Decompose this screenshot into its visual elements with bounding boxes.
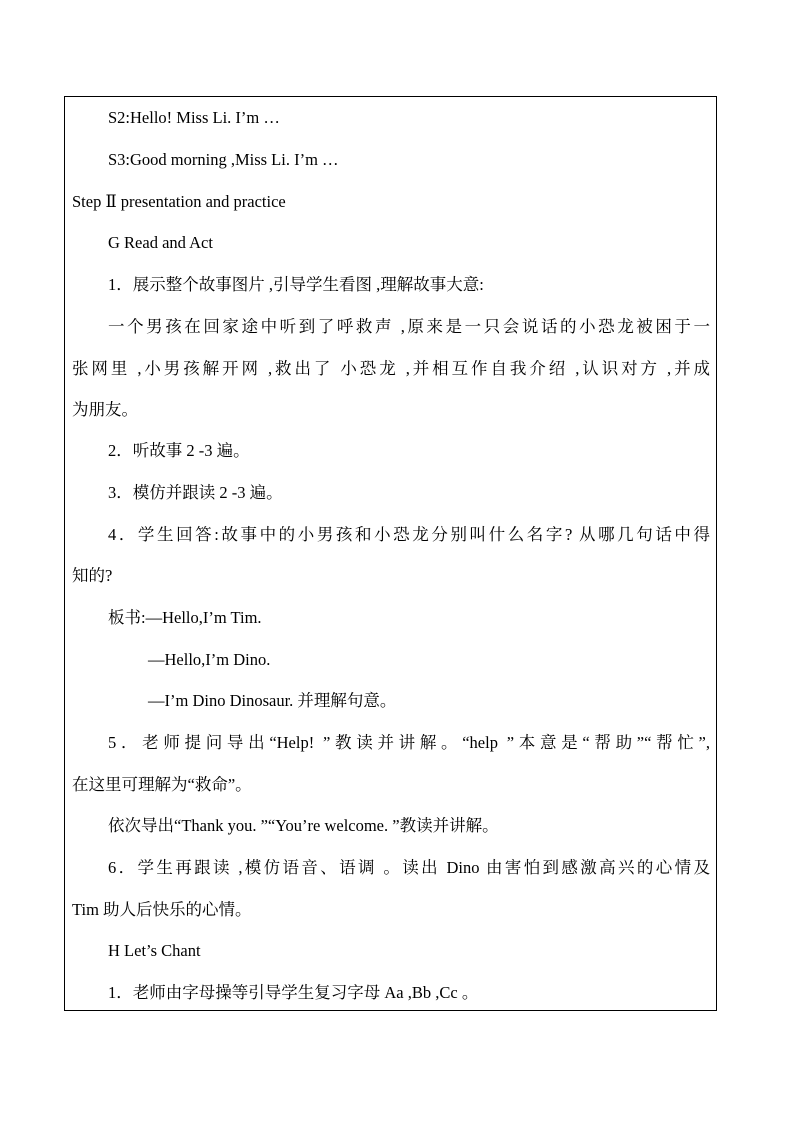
instruction-4-line-2: 知的? xyxy=(72,566,113,585)
dialogue-line-s3: S3:Good morning ,Miss Li. I’m … xyxy=(108,150,339,169)
instruction-4-line-1: 4．学生回答:故事中的小男孩和小恐龙分别叫什么名字? 从哪几句话中得 xyxy=(108,525,710,544)
section-heading-g: G Read and Act xyxy=(108,233,213,252)
instruction-5-followup: 依次导出“Thank you. ”“You’re welcome. ”教读并讲解。 xyxy=(108,816,499,835)
instruction-3: 3．模仿并跟读 2 -3 遍。 xyxy=(108,483,283,502)
instruction-6-line-2: Tim 助人后快乐的心情。 xyxy=(72,900,252,919)
section-heading-h: H Let’s Chant xyxy=(108,941,201,960)
instruction-1: 1．展示整个故事图片 ,引导学生看图 ,理解故事大意: xyxy=(108,275,484,294)
story-paragraph-line-3: 为朋友。 xyxy=(72,400,138,419)
blackboard-line-2: —Hello,I’m Dino. xyxy=(148,650,271,669)
story-paragraph-line-2: 张网里 ,小男孩解开网 ,救出了 小恐龙 ,并相互作自我介绍 ,认识对方 ,并成 xyxy=(72,359,710,378)
instruction-6-line-1: 6．学生再跟读 ,模仿语音、语调 。读出 Dino 由害怕到感激高兴的心情及 xyxy=(108,858,710,877)
dialogue-line-s2: S2:Hello! Miss Li. I’m … xyxy=(108,108,280,127)
instruction-5-line-2: 在这里可理解为“救命”。 xyxy=(72,775,252,794)
blackboard-line-3: —I’m Dino Dinosaur. 并理解句意。 xyxy=(148,691,397,710)
chant-instruction-1: 1．老师由字母操等引导学生复习字母 Aa ,Bb ,Cc 。 xyxy=(108,983,479,1002)
blackboard-line-1: 板书:—Hello,I’m Tim. xyxy=(108,608,262,627)
step-heading: Step Ⅱ presentation and practice xyxy=(72,192,286,211)
instruction-5-line-1: 5．老师提问导出“Help! ”教读并讲解。“help ”本意是“帮助”“帮忙”, xyxy=(108,733,710,752)
instruction-2: 2．听故事 2 -3 遍。 xyxy=(108,441,250,460)
story-paragraph-line-1: 一个男孩在回家途中听到了呼救声 ,原来是一只会说话的小恐龙被困于一 xyxy=(108,317,710,336)
